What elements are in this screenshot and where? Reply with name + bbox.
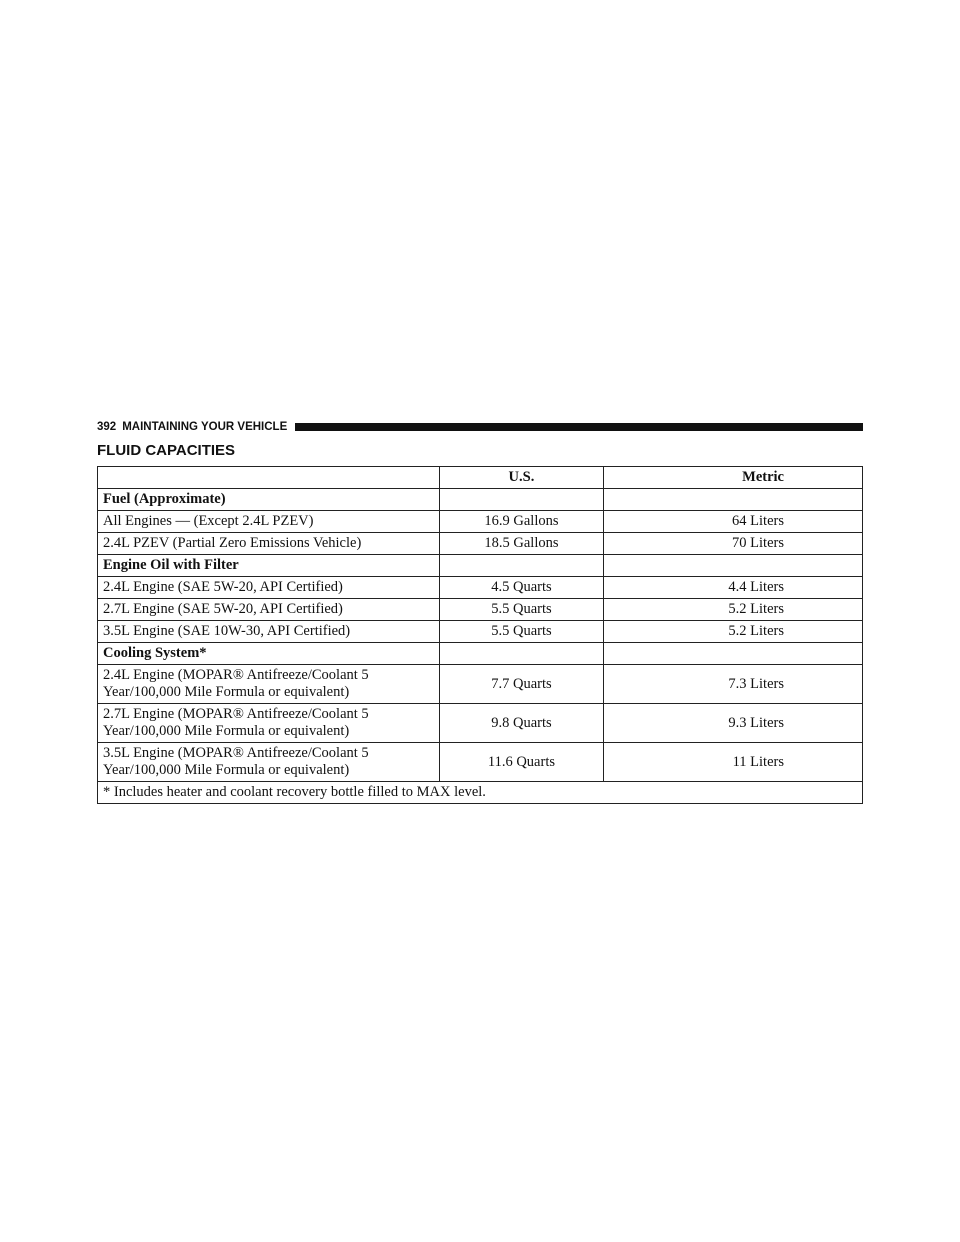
us-value <box>440 643 604 665</box>
metric-value: 7.3 Liters <box>603 665 862 704</box>
us-value <box>440 489 604 511</box>
row-label <box>98 704 440 743</box>
metric-value <box>603 489 862 511</box>
us-value: 7.7 Quarts <box>440 665 604 704</box>
fluid-capacities-table <box>97 466 863 804</box>
column-header-us: U.S. <box>440 467 604 489</box>
table-row <box>98 743 863 782</box>
us-value: 11.6 Quarts <box>440 743 604 782</box>
table-section-row <box>98 489 863 511</box>
us-value: 16.9 Gallons <box>440 511 604 533</box>
metric-value: 5.2 Liters <box>603 621 862 643</box>
metric-value: 11 Liters <box>603 743 862 782</box>
table-footnote-row <box>98 782 863 804</box>
metric-value: 64 Liters <box>603 511 862 533</box>
section-name: MAINTAINING YOUR VEHICLE <box>122 421 288 433</box>
row-label-line: 3.5L Engine (MOPAR® Antifreeze/Coolant 5 <box>103 745 369 761</box>
us-value <box>440 555 604 577</box>
table-row <box>98 577 863 599</box>
metric-value <box>603 643 862 665</box>
row-label <box>98 665 440 704</box>
row-label: All Engines — (Except 2.4L PZEV) <box>98 511 440 533</box>
table-section-row <box>98 643 863 665</box>
section-label: Cooling System* <box>98 643 440 665</box>
column-header-label <box>98 467 440 489</box>
table-row <box>98 599 863 621</box>
us-value: 4.5 Quarts <box>440 577 604 599</box>
row-label: 3.5L Engine (SAE 10W-30, API Certified) <box>98 621 440 643</box>
table-row <box>98 665 863 704</box>
row-label-line: Year/100,000 Mile Formula or equivalent) <box>103 762 350 778</box>
metric-value: 4.4 Liters <box>603 577 862 599</box>
footnote: * Includes heater and coolant recovery bottle filled to MAX level. <box>98 782 863 804</box>
row-label-line: Year/100,000 Mile Formula or equivalent) <box>103 684 350 700</box>
table-section-row <box>98 555 863 577</box>
header-rule <box>295 423 863 431</box>
row-label-line: Year/100,000 Mile Formula or equivalent) <box>103 723 350 739</box>
table-row <box>98 511 863 533</box>
table-row <box>98 533 863 555</box>
row-label: 2.4L Engine (SAE 5W-20, API Certified) <box>98 577 440 599</box>
metric-value: 5.2 Liters <box>603 599 862 621</box>
us-value: 5.5 Quarts <box>440 621 604 643</box>
row-label-line: 2.4L Engine (MOPAR® Antifreeze/Coolant 5 <box>103 667 369 683</box>
row-label <box>98 743 440 782</box>
table-header-row <box>98 467 863 489</box>
row-label: 2.4L PZEV (Partial Zero Emissions Vehicle) <box>98 533 440 555</box>
us-value: 5.5 Quarts <box>440 599 604 621</box>
section-label: Engine Oil with Filter <box>98 555 440 577</box>
metric-value <box>603 555 862 577</box>
metric-value: 9.3 Liters <box>603 704 862 743</box>
table-row <box>98 704 863 743</box>
us-value: 9.8 Quarts <box>440 704 604 743</box>
section-label: Fuel (Approximate) <box>98 489 440 511</box>
row-label: 2.7L Engine (SAE 5W-20, API Certified) <box>98 599 440 621</box>
row-label-line: 2.7L Engine (MOPAR® Antifreeze/Coolant 5 <box>103 706 369 722</box>
table-row <box>98 621 863 643</box>
page-number: 392 <box>97 421 117 433</box>
page-title: FLUID CAPACITIES <box>97 442 236 459</box>
metric-value: 70 Liters <box>603 533 862 555</box>
us-value: 18.5 Gallons <box>440 533 604 555</box>
column-header-metric: Metric <box>603 467 862 489</box>
page-header <box>97 418 863 436</box>
